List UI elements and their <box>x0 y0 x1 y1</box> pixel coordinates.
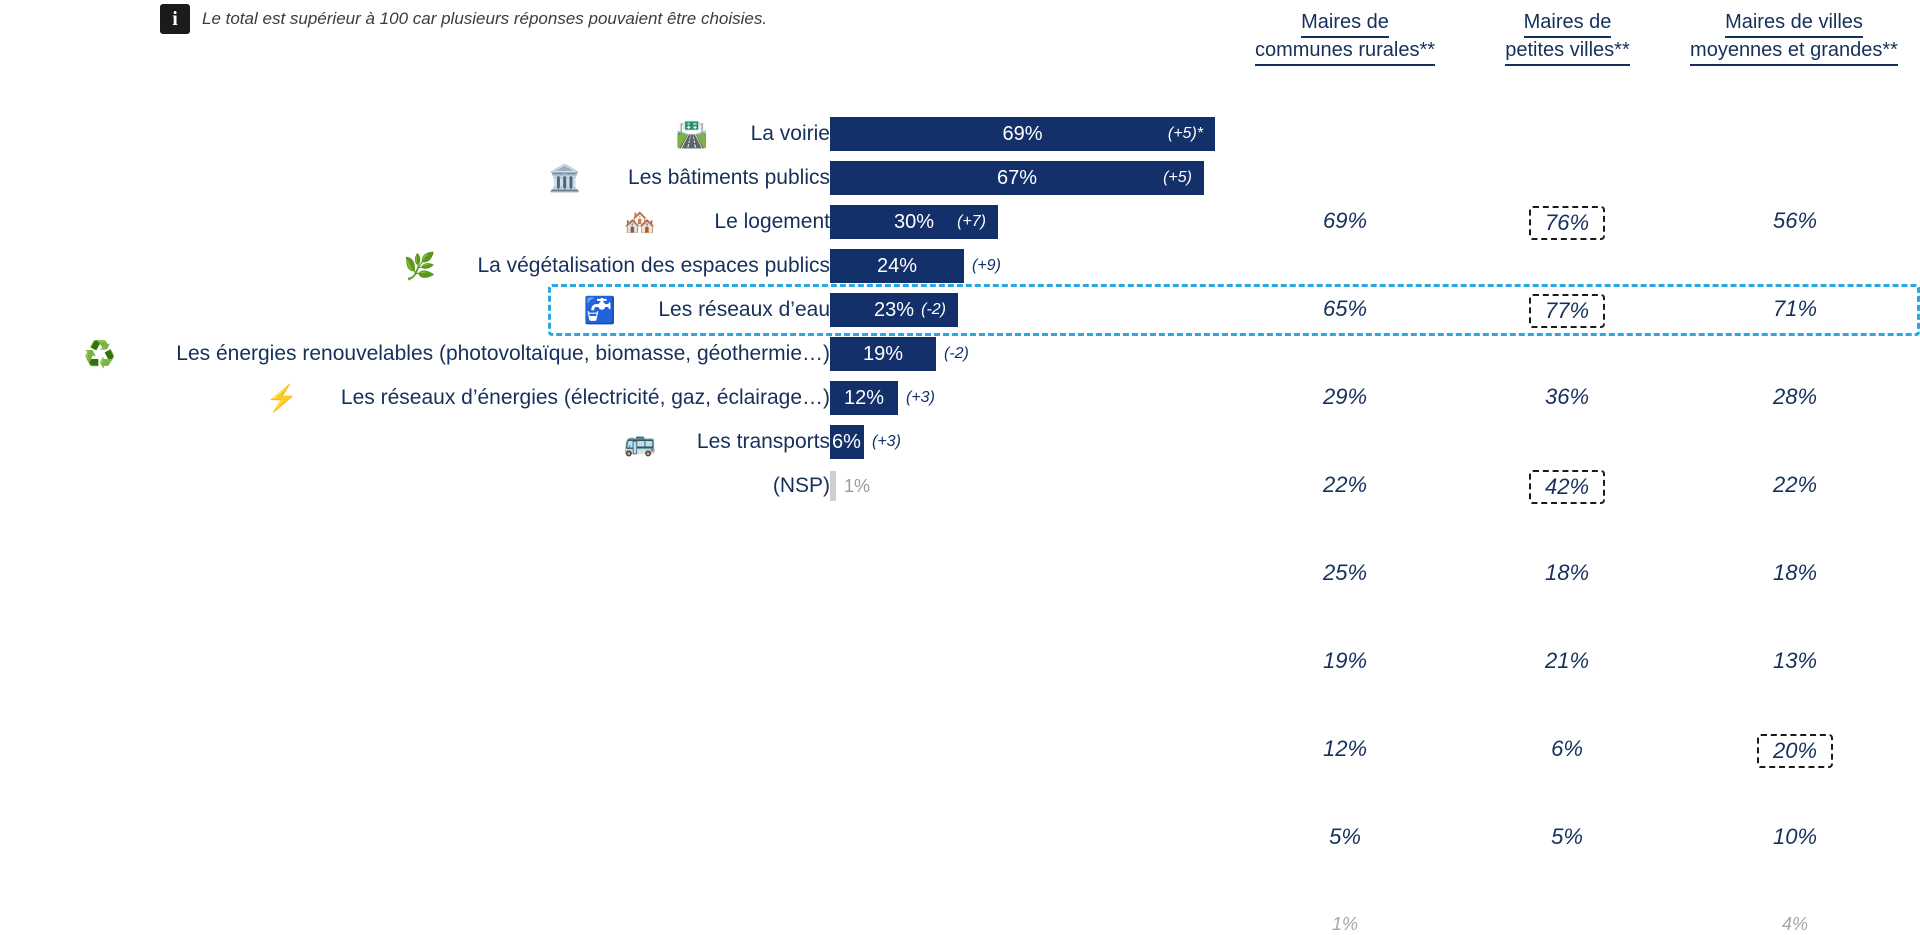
bar <box>830 337 936 371</box>
bar-value: 67% <box>996 166 1038 189</box>
cell-petites-villes: 21% <box>1544 648 1590 673</box>
cell-rural: 22% <box>1322 472 1368 497</box>
cell-villes-moyennes: 13% <box>1772 648 1818 673</box>
bar-group <box>830 337 969 371</box>
bar <box>830 471 836 501</box>
cell-rural: 1% <box>1331 914 1358 934</box>
column-header-moyennes-line2: moyennes et grandes** <box>1690 38 1898 66</box>
bar <box>830 425 864 459</box>
cell-villes-moyennes: 71% <box>1772 296 1818 321</box>
cell-rural: 69% <box>1322 208 1368 233</box>
cell-villes-moyennes: 28% <box>1772 384 1818 409</box>
bar-value: 69% <box>1002 122 1043 145</box>
bar-delta: (+9) <box>972 257 1001 274</box>
tap-icon: 🚰 <box>583 295 617 325</box>
column-header-rural <box>1240 10 1450 66</box>
column-header-petites-line2: petites villes** <box>1505 38 1630 66</box>
cell-villes-moyennes: 4% <box>1781 914 1808 934</box>
bus-icon: 🚌 <box>623 427 657 457</box>
bar-delta: (+3) <box>906 389 935 406</box>
column-header-rural-line1: Maires de <box>1301 10 1389 38</box>
info-note <box>160 4 767 34</box>
category-label: La végétalisation des espaces publics <box>477 254 830 277</box>
bar-value: 24% <box>876 254 918 277</box>
category-label: Les énergies renouvelables (photovoltaïque, biomasse, géothermie…) <box>176 342 830 365</box>
cell-petites-villes: 77% <box>1487 294 1647 328</box>
category-label: Les réseaux d’énergies (électricité, gaz, éclairage…) <box>340 386 830 409</box>
power-plant-icon: ⚡ <box>265 383 299 413</box>
category-label: Les réseaux d’eau <box>658 298 830 321</box>
bar-group <box>830 117 1215 151</box>
recycle-icon: ♻️ <box>83 339 117 369</box>
bar-value: 23% <box>873 298 915 321</box>
road-icon: 🛣️ <box>675 119 709 149</box>
bar-group <box>830 205 998 239</box>
category-label: La voirie <box>750 122 830 145</box>
bar-group <box>830 249 1001 283</box>
bar <box>830 381 898 415</box>
category-label: Les transports <box>696 430 830 453</box>
bar-value: 30% <box>893 210 935 233</box>
cell-villes-moyennes: 18% <box>1772 560 1818 585</box>
cell-petites-villes: 76% <box>1487 206 1647 240</box>
bar-group <box>830 425 901 459</box>
houses-icon: 🏘️ <box>623 207 657 237</box>
info-note-text: Le total est supérieur à 100 car plusieurs réponses pouvaient être choisies. <box>202 9 768 28</box>
bar <box>830 249 964 283</box>
bar-delta: (+3) <box>872 433 901 450</box>
bar-group <box>830 293 958 327</box>
bar-delta: (+5) <box>1163 169 1192 186</box>
category-label: Les bâtiments publics <box>628 166 830 189</box>
cell-rural: 12% <box>1322 736 1368 761</box>
bar-value: 1% <box>844 475 871 496</box>
column-header-villes-moyennes <box>1678 10 1910 66</box>
bar-delta: (-2) <box>944 345 969 362</box>
cell-petites-villes: 18% <box>1544 560 1590 585</box>
column-header-moyennes-line1: Maires de villes <box>1725 10 1863 38</box>
bar-group <box>830 469 870 503</box>
column-header-petites-villes <box>1460 10 1675 66</box>
cell-villes-moyennes: 20% <box>1715 734 1875 768</box>
bar <box>830 161 1204 195</box>
cell-villes-moyennes: 22% <box>1772 472 1818 497</box>
town-hall-icon: 🏛️ <box>548 163 582 193</box>
cell-petites-villes: 36% <box>1544 384 1590 409</box>
bar-group <box>830 161 1204 195</box>
bar-value: 19% <box>862 342 904 365</box>
cell-petites-villes: 5% <box>1551 824 1583 849</box>
cell-petites-villes: 6% <box>1551 736 1583 761</box>
cell-rural: 29% <box>1322 384 1368 409</box>
bar-delta: (+7) <box>957 213 986 230</box>
cell-rural: 25% <box>1322 560 1368 585</box>
cell-rural: 5% <box>1329 824 1361 849</box>
plant-icon: 🌿 <box>403 251 437 281</box>
bar <box>830 293 958 327</box>
category-label: (NSP) <box>772 474 830 497</box>
info-icon: i <box>160 4 190 34</box>
cell-rural: 19% <box>1322 648 1368 673</box>
category-label: Le logement <box>714 210 830 233</box>
bar-delta: (-2) <box>921 301 946 318</box>
cell-rural: 65% <box>1322 296 1368 321</box>
bar <box>830 117 1215 151</box>
bar-group <box>830 381 935 415</box>
bar-value: 6% <box>832 430 861 453</box>
bar <box>830 205 998 239</box>
bar-delta: (+5)* <box>1167 125 1203 142</box>
column-header-rural-line2: communes rurales** <box>1255 38 1435 66</box>
cell-villes-moyennes: 56% <box>1772 208 1818 233</box>
column-header-petites-line1: Maires de <box>1524 10 1612 38</box>
cell-villes-moyennes: 10% <box>1772 824 1818 849</box>
bar-value: 12% <box>843 386 885 409</box>
cell-petites-villes: 42% <box>1487 470 1647 504</box>
